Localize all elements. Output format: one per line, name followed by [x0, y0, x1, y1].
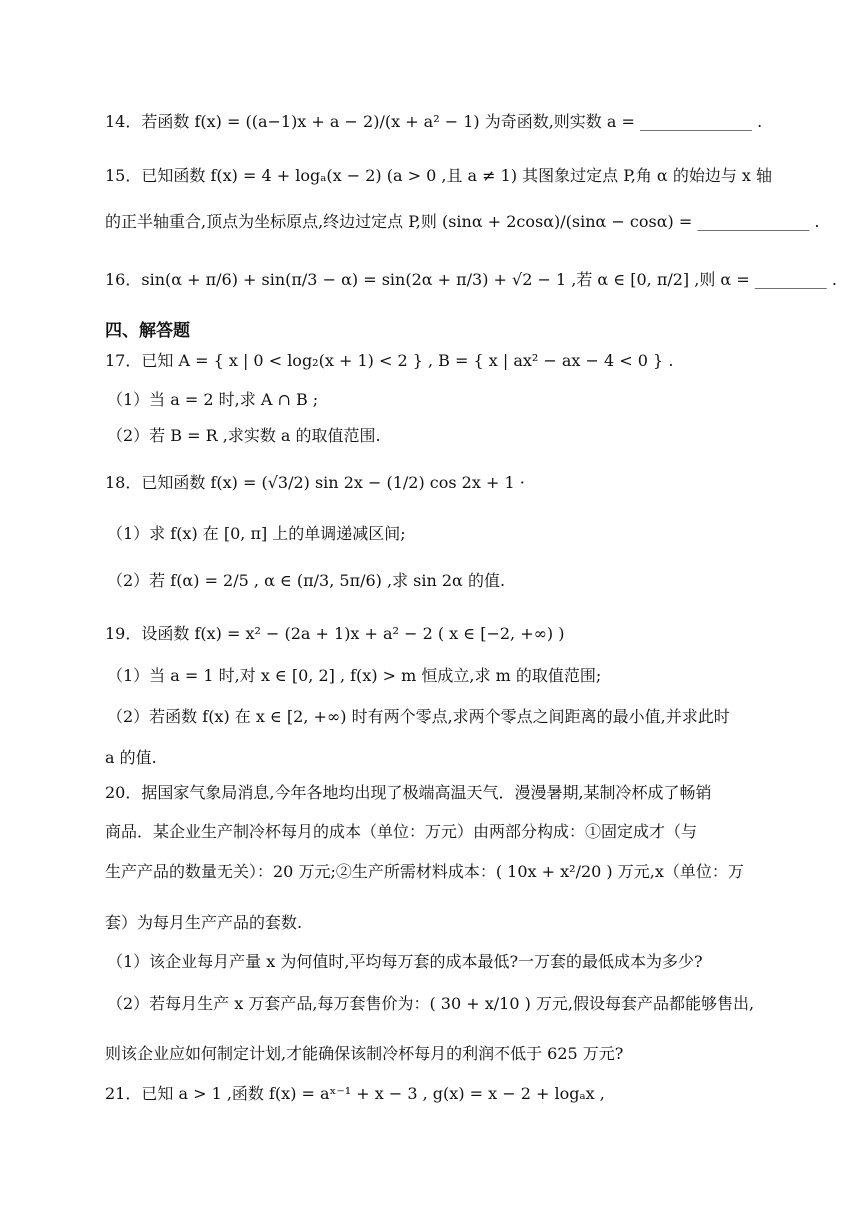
question-14: 14．若函数 f(x) = ((a−1)x + a − 2)/(x + a² − 1) 为奇函数,则实数 a = ______________ . — [105, 112, 763, 131]
section-heading-answers: 四、解答题 — [105, 321, 190, 341]
question-15-line-1: 15．已知函数 f(x) = 4 + logₐ(x − 2) (a > 0 ,且 a ≠ 1) 其图象过定点 P,角 α 的始边与 x 轴 — [105, 166, 773, 185]
question-19: 19．设函数 f(x) = x² − (2a + 1)x + a² − 2 ( x ∈ [−2, +∞) ) — [105, 624, 565, 643]
question-17-part-1: （1）当 a = 2 时,求 A ∩ B ; — [107, 390, 319, 409]
question-20-line-4: 套）为每月生产产品的套数. — [105, 913, 303, 932]
question-15-line-2: 的正半轴重合,顶点为坐标原点,终边过定点 P,则 (sinα + 2cosα)/(sinα − cosα) = ______________ . — [105, 212, 820, 231]
question-19-part-2: （2）若函数 f(x) 在 x ∈ [2, +∞) 时有两个零点,求两个零点之间距离的最小值,并求此时 — [107, 707, 730, 726]
question-18-part-2: （2）若 f(α) = 2/5 , α ∈ (π/3, 5π/6) ,求 sin 2α 的值. — [107, 571, 506, 590]
question-20-part-2-cont: 则该企业应如何制定计划,才能确保该制冷杯每月的利润不低于 625 万元? — [105, 1044, 624, 1063]
question-19-part-2-cont: a 的值. — [105, 748, 157, 767]
question-20-part-2: （2）若每月生产 x 万套产品,每万套售价为：( 30 + x/10 ) 万元,假设每套产品都能够售出, — [107, 994, 755, 1013]
question-21: 21．已知 a > 1 ,函数 f(x) = aˣ⁻¹ + x − 3 , g(x) = x − 2 + logₐx , — [105, 1084, 605, 1103]
question-20-line-2: 商品．某企业生产制冷杯每月的成本（单位：万元）由两部分构成：①固定成才（与 — [105, 822, 698, 841]
question-20-line-3: 生产产品的数量无关）：20 万元;②生产所需材料成本：( 10x + x²/20 ) 万元,x（单位：万 — [105, 862, 744, 881]
question-20-line-1: 20．据国家气象局消息,今年各地均出现了极端高温天气．漫漫暑期,某制冷杯成了畅销 — [105, 783, 712, 802]
question-18: 18．已知函数 f(x) = (√3/2) sin 2x − (1/2) cos 2x + 1 · — [105, 473, 525, 492]
question-17: 17．已知 A = { x | 0 < log₂(x + 1) < 2 } , B = { x | ax² − ax − 4 < 0 } . — [105, 351, 674, 370]
question-20-part-1: （1）该企业每月产量 x 为何值时,平均每万套的成本最低?一万套的最低成本为多少? — [107, 952, 703, 971]
question-19-part-1: （1）当 a = 1 时,对 x ∈ [0, 2] , f(x) > m 恒成立,求 m 的取值范围; — [107, 666, 602, 685]
question-17-part-2: （2）若 B = R ,求实数 a 的取值范围. — [107, 426, 381, 445]
question-18-part-1: （1）求 f(x) 在 [0, π] 上的单调递减区间; — [107, 524, 406, 543]
question-16: 16．sin(α + π/6) + sin(π/3 − α) = sin(2α + π/3) + √2 − 1 ,若 α ∈ [0, π/2] ,则 α = _________ . — [105, 270, 837, 289]
